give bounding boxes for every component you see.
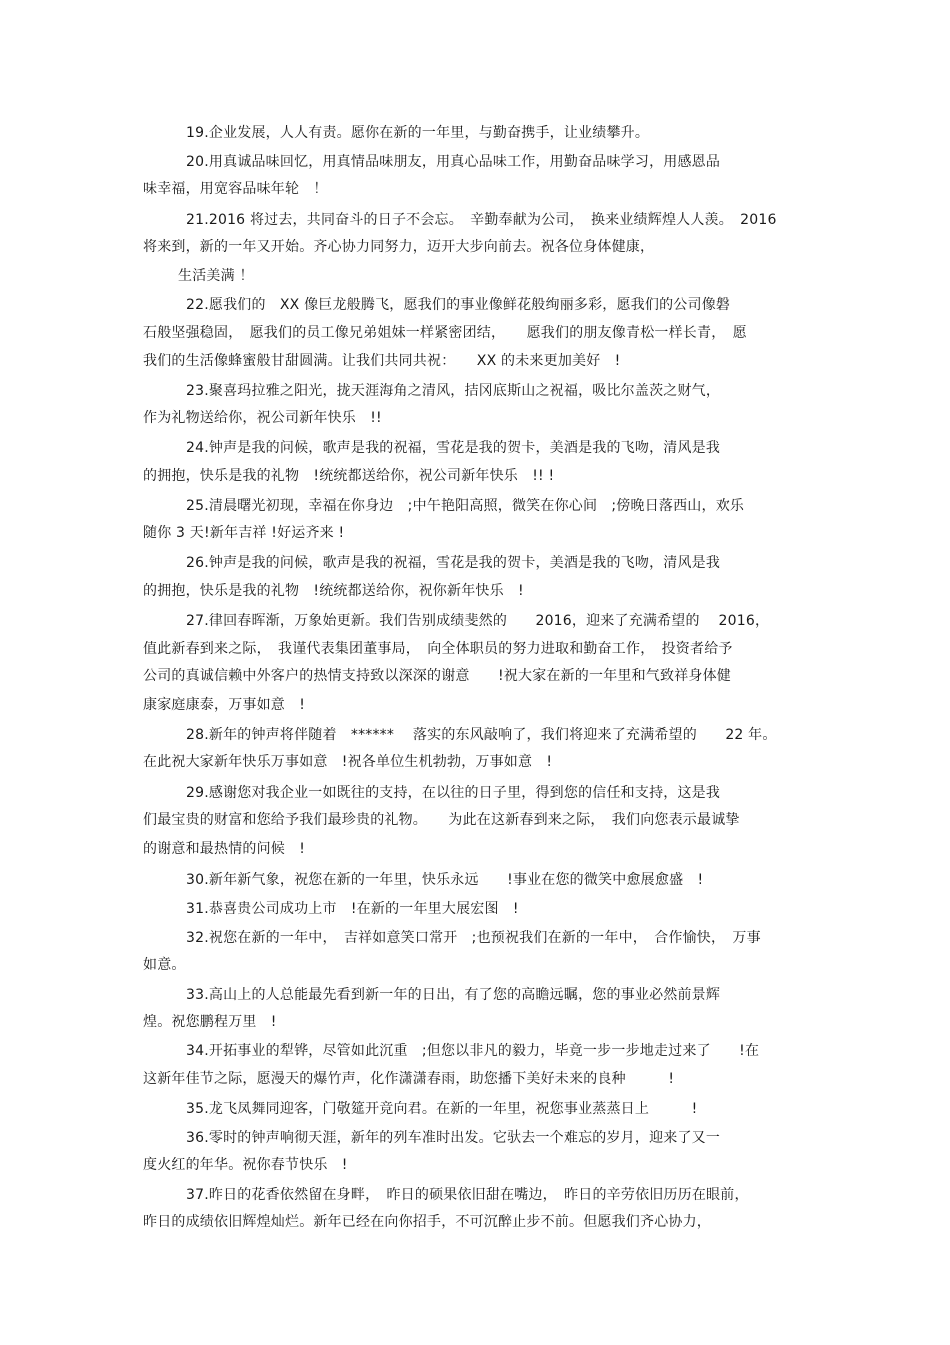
text-line: 的拥抱，快乐是我的礼物 !统统都送给你，祝你新年快乐 ! (143, 583, 524, 599)
text-line: 的谢意和最热情的问候 ! (143, 841, 306, 857)
text-line: 生活美满 ！ (178, 268, 254, 284)
text-line: 作为礼物送给你，祝公司新年快乐 !! (143, 410, 382, 426)
text-line: 36.零时的钟声响彻天涯，新年的列车准时出发。它驮去一个难忘的岁月，迎来了又一 (186, 1130, 721, 1146)
text-line: 们最宝贵的财富和您给予我们最珍贵的礼物。 为此在这新春到来之际， 我们向您表示最诚挚 (143, 812, 740, 828)
text-line: 我们的生活像蜂蜜般甘甜圆满。让我们共同共祝： XX 的未来更加美好 ! (143, 353, 621, 369)
text-line: 19.企业发展，人人有责。愿你在新的一年里，与勤奋携手，让业绩攀升。 (186, 125, 650, 141)
text-line: 24.钟声是我的问候，歌声是我的祝福，雪花是我的贺卡，美酒是我的飞吻，清风是我 (186, 440, 721, 456)
text-line: 21.2016 将过去，共同奋斗的日子不会忘。 辛勤奉献为公司， 换来业绩辉煌人人羡。 2016 (186, 212, 777, 228)
text-line: 煌。祝您鹏程万里 ! (143, 1014, 277, 1030)
text-line: 20.用真诚品味回忆，用真情品味朋友，用真心品味工作，用勤奋品味学习，用感恩品 (186, 154, 721, 170)
text-line: 23.聚喜玛拉雅之阳光，拢天涯海角之清风，拮冈底斯山之祝福，吸比尔盖茨之财气， (186, 383, 721, 399)
text-line: 29.感谢您对我企业一如既往的支持，在以往的日子里，得到您的信任和支持，这是我 (186, 785, 721, 801)
text-line: 如意。 (143, 957, 186, 973)
text-line: 公司的真诚信赖中外客户的热情支持致以深深的谢意 !祝大家在新的一年里和气致祥身体健 (143, 668, 732, 684)
text-line: 34.开拓事业的犁铧，尽管如此沉重 ;但您以非凡的毅力，毕竟一步一步地走过来了 !在 (186, 1043, 760, 1059)
text-line: 石般坚强稳固， 愿我们的员工像兄弟姐妹一样紧密团结， 愿我们的朋友像青松一样长青， 愿 (143, 325, 747, 341)
text-line: 25.清晨曙光初现，幸福在你身边 ;中午艳阳高照，微笑在你心间 ;傍晚日落西山，欢乐 (186, 498, 745, 514)
text-line: 31.恭喜贵公司成功上市 !在新的一年里大展宏图 ! (186, 901, 519, 917)
text-line: 度火红的年华。祝你春节快乐 ! (143, 1157, 348, 1173)
text-line: 昨日的成绩依旧辉煌灿烂。新年已经在向你招手，不可沉醉止步不前。但愿我们齐心协力， (143, 1214, 711, 1230)
text-line: 在此祝大家新年快乐万事如意 !祝各单位生机勃勃，万事如意 ! (143, 754, 553, 770)
text-line: 康家庭康泰，万事如意 ! (143, 697, 306, 713)
text-line: 随你 3 天!新年吉祥 !好运齐来 ! (143, 525, 345, 541)
text-line: 35.龙飞凤舞同迎客，门敬筵开竞向君。在新的一年里，祝您事业蒸蒸日上 ! (186, 1101, 698, 1117)
text-line: 将来到，新的一年又开始。齐心协力同努力，迈开大步向前去。祝各位身体健康， (143, 239, 655, 255)
text-line: 37.昨日的花香依然留在身畔， 昨日的硕果依旧甜在嘴边， 昨日的辛劳依旧历历在眼前， (186, 1187, 749, 1203)
text-line: 33.高山上的人总能最先看到新一年的日出，有了您的高瞻远瞩，您的事业必然前景辉 (186, 987, 721, 1003)
text-line: 味幸福，用宽容品味年轮 ！ (143, 181, 328, 197)
text-line: 27.律回春晖渐，万象始更新。我们告别成绩斐然的 2016，迎来了充满希望的 2016， (186, 613, 770, 629)
text-line: 30.新年新气象，祝您在新的一年里，快乐永远 !事业在您的微笑中愈展愈盛 ! (186, 872, 704, 888)
text-line: 的拥抱，快乐是我的礼物 !统统都送给你，祝公司新年快乐 !! ! (143, 468, 555, 484)
text-line: 32.祝您在新的一年中， 吉祥如意笑口常开 ;也预祝我们在新的一年中， 合作愉快， 万事 (186, 930, 761, 946)
text-line: 28.新年的钟声将伴随着 ****** 落实的东风敲响了，我们将迎来了充满希望的 22 年。 (186, 727, 777, 743)
text-line: 这新年佳节之际，愿漫天的爆竹声，化作潇潇春雨，助您播下美好未来的良种 ! (143, 1071, 675, 1087)
text-line: 26.钟声是我的问候，歌声是我的祝福，雪花是我的贺卡，美酒是我的飞吻，清风是我 (186, 555, 721, 571)
text-line: 值此新春到来之际， 我谨代表集团董事局， 向全体职员的努力进取和勤奋工作， 投资者给予 (143, 641, 733, 657)
text-line: 22.愿我们的 XX 像巨龙般腾飞，愿我们的事业像鲜花般绚丽多彩，愿我们的公司像磐 (186, 297, 731, 313)
